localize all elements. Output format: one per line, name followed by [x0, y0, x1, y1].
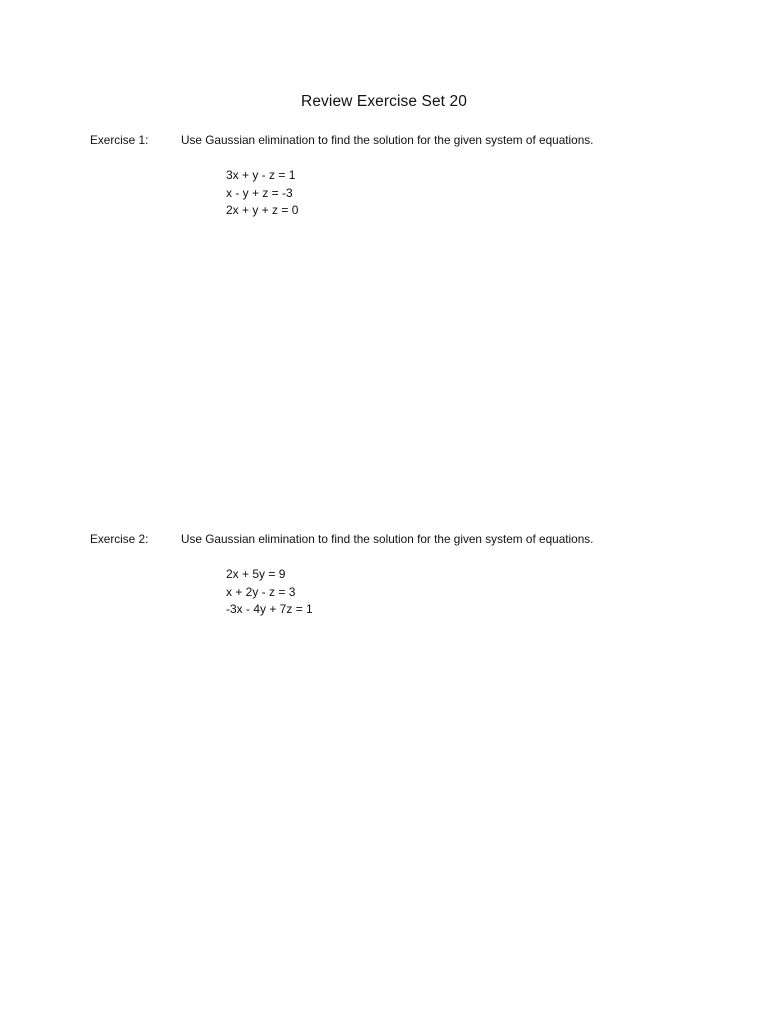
equation: -3x - 4y + 7z = 1: [226, 602, 313, 616]
equation: x - y + z = -3: [226, 185, 293, 200]
page-title: Review Exercise Set 20: [301, 93, 467, 110]
equation: 2x + 5y = 9: [226, 567, 286, 581]
equation: 2x + y + z = 0: [226, 203, 299, 217]
exercise-label: Exercise 1:: [90, 133, 149, 147]
equation: x + 2y - z = 3: [226, 584, 296, 599]
equation-system: [226, 167, 298, 220]
exercise-label: Exercise 2:: [90, 532, 149, 546]
exercise-instruction: Use Gaussian elimination to find the solution for the given system of equations.: [181, 133, 594, 147]
equation-system: [226, 566, 313, 619]
equation: 3x + y - z = 1: [226, 168, 296, 182]
exercise-instruction: Use Gaussian elimination to find the solution for the given system of equations.: [181, 532, 594, 546]
